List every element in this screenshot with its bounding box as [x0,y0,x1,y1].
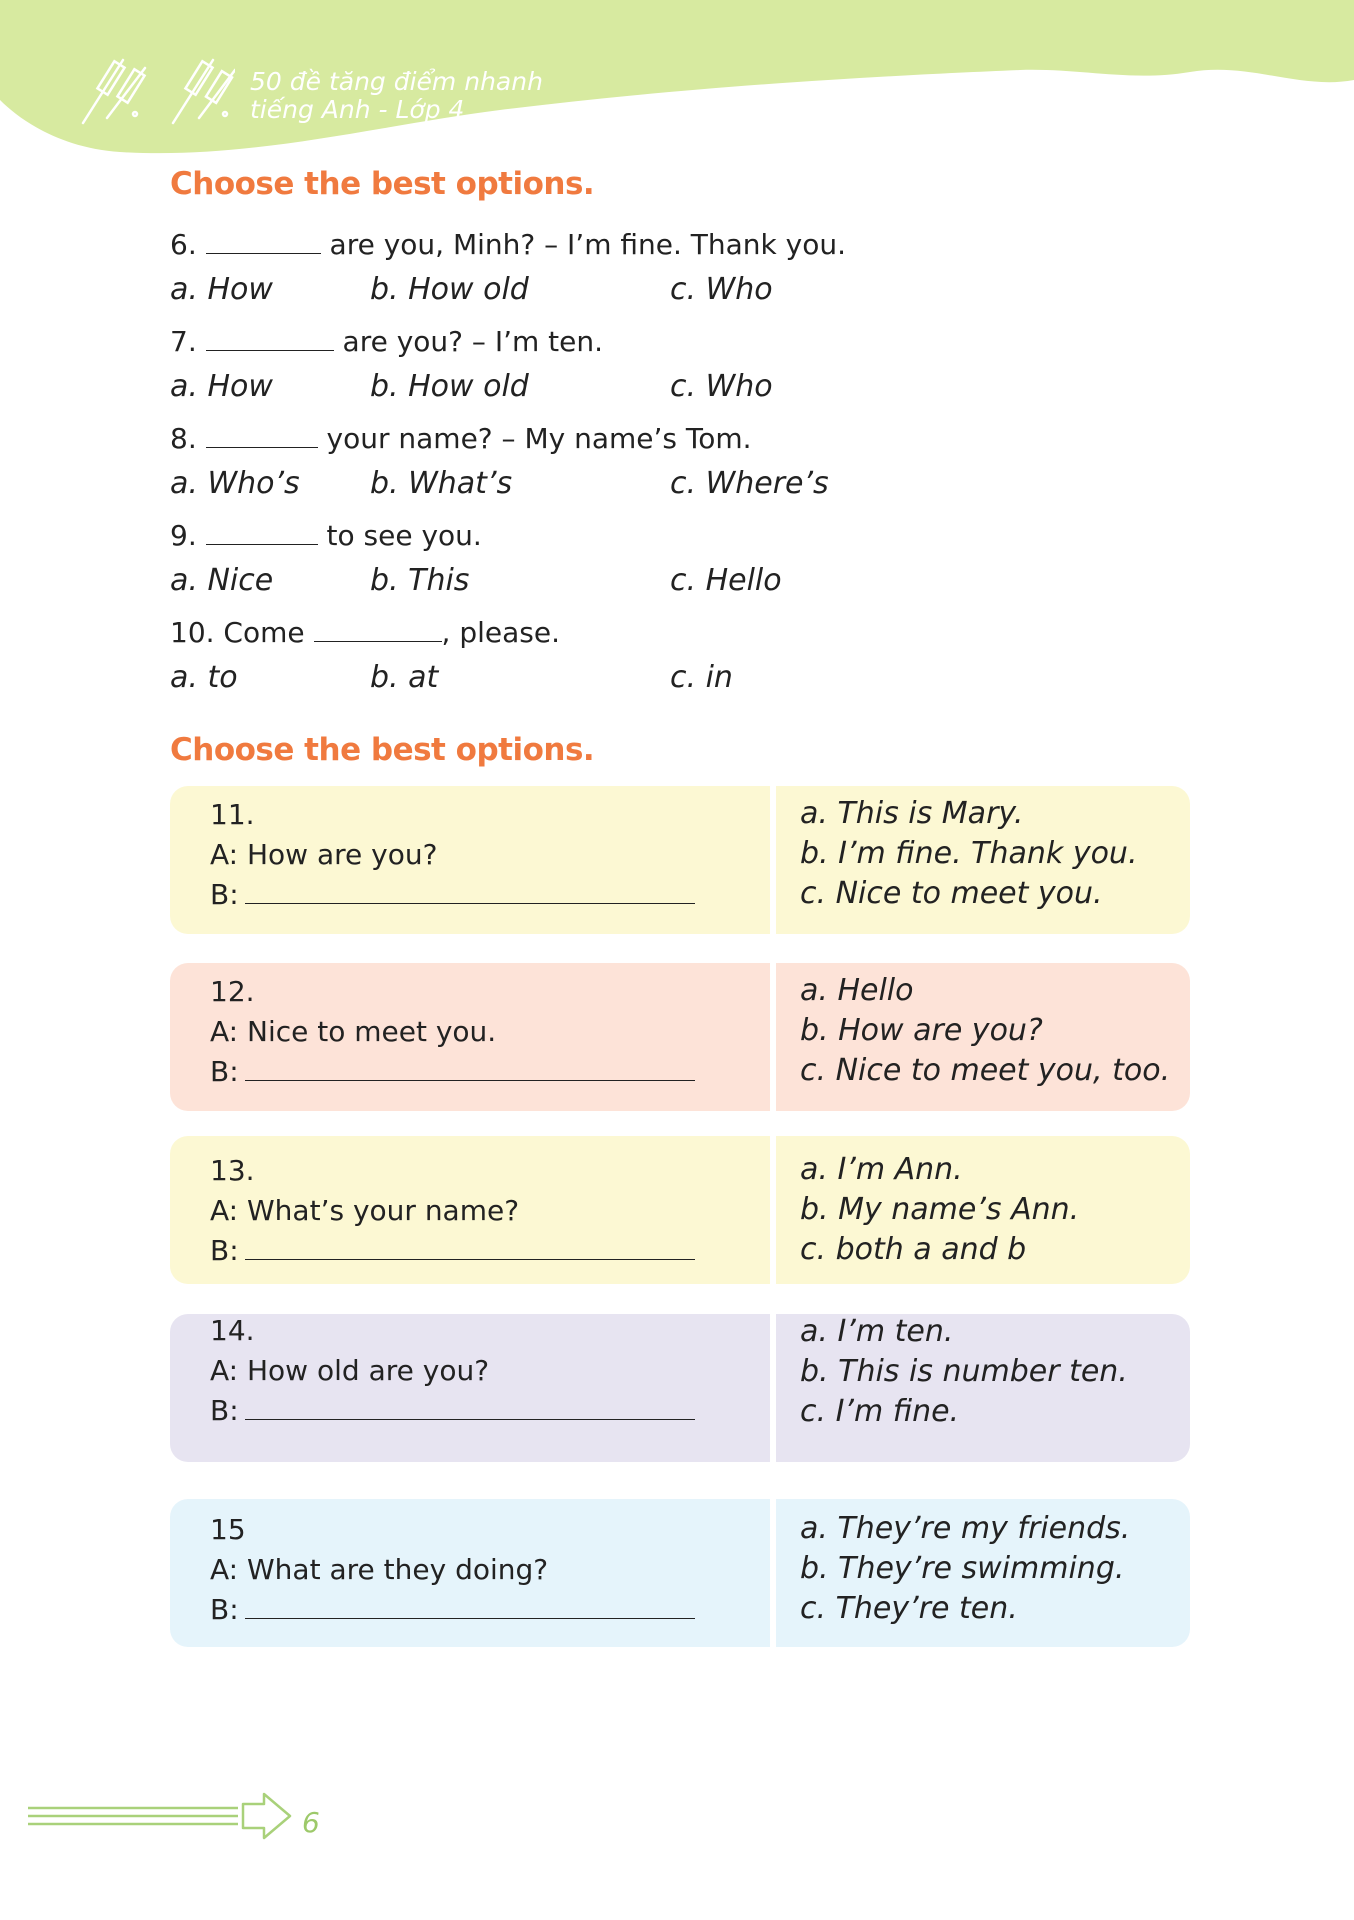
option-a[interactable]: a. How [170,272,273,307]
dialogue-number: 13. [210,1154,255,1187]
question-stem: 8. your name? – My name’s Tom. [170,422,752,455]
option-c[interactable]: c. both a and b [800,1232,1027,1267]
book-title-line2: tiếng Anh - Lớp 4 [250,95,465,124]
option-c[interactable]: c. I’m fine. [800,1394,960,1429]
question-stem: 10. Come , please. [170,616,560,649]
speaker-b-line: B: [210,1055,695,1088]
answer-blank[interactable] [245,1237,695,1260]
answer-blank[interactable] [245,1596,695,1619]
answer-blank[interactable] [206,520,318,545]
option-a[interactable]: a. This is Mary. [800,796,1024,831]
section-heading: Choose the best options. [170,166,595,202]
speaker-a-line: A: How old are you? [210,1354,490,1387]
dialogue-card [170,1314,1190,1462]
option-a[interactable]: a. Hello [800,973,914,1008]
answer-blank[interactable] [206,229,321,254]
speaker-b-line: B: [210,1394,695,1427]
speaker-a-line: A: Nice to meet you. [210,1015,497,1048]
dialogue-options [776,1314,1190,1462]
dialogue-card [170,1136,1190,1284]
option-a[interactable]: a. Who’s [170,466,300,501]
option-b[interactable]: b. at [370,660,439,695]
dialogue-number: 15 [210,1513,246,1546]
answer-blank[interactable] [206,423,318,448]
option-c[interactable]: c. Hello [670,563,782,598]
option-a[interactable]: a. Nice [170,563,274,598]
question-stem: 9. to see you. [170,519,482,552]
book-title-line1: 50 đề tăng điểm nhanh [250,67,543,96]
dialogue-options [776,1499,1190,1647]
option-c[interactable]: c. Nice to meet you. [800,876,1103,911]
option-b[interactable]: b. This [370,563,470,598]
option-c[interactable]: c. They’re ten. [800,1591,1018,1626]
option-b[interactable]: b. My name’s Ann. [800,1192,1080,1227]
option-b[interactable]: b. I’m fine. Thank you. [800,836,1138,871]
option-b[interactable]: b. What’s [370,466,513,501]
option-b[interactable]: b. This is number ten. [800,1354,1128,1389]
arrow-icon [28,1792,298,1852]
answer-blank[interactable] [245,1058,695,1081]
page-number: 6 [302,1806,320,1839]
dialogue-prompt [170,786,770,934]
dialogue-options [776,786,1190,934]
speaker-a-line: A: How are you? [210,838,438,871]
page-header [0,0,1354,170]
dialogue-prompt [170,963,770,1111]
dialogue-number: 12. [210,975,255,1008]
option-b[interactable]: b. How old [370,272,529,307]
option-a[interactable]: a. to [170,660,238,695]
dialogue-prompt [170,1136,770,1284]
option-c[interactable]: c. Who [670,369,773,404]
speaker-a-line: A: What’s your name? [210,1194,520,1227]
dialogue-card [170,786,1190,934]
option-a[interactable]: a. They’re my friends. [800,1511,1131,1546]
option-b[interactable]: b. How are you? [800,1013,1043,1048]
section-heading: Choose the best options. [170,732,595,768]
answer-blank[interactable] [206,326,334,351]
option-b[interactable]: b. They’re swimming. [800,1551,1125,1586]
option-b[interactable]: b. How old [370,369,529,404]
speaker-b-line: B: [210,1234,695,1267]
dialogue-options [776,963,1190,1111]
option-a[interactable]: a. I’m Ann. [800,1152,963,1187]
dialogue-prompt [170,1314,770,1462]
question-stem: 7. are you? – I’m ten. [170,325,604,358]
dialogue-number: 14. [210,1314,255,1347]
speaker-a-line: A: What are they doing? [210,1553,549,1586]
answer-blank[interactable] [245,881,695,904]
speaker-b-line: B: [210,1593,695,1626]
rocket-icon [75,48,235,128]
dialogue-card [170,963,1190,1111]
dialogue-prompt [170,1499,770,1647]
dialogue-options [776,1136,1190,1284]
option-c[interactable]: c. Where’s [670,466,829,501]
option-c[interactable]: c. Who [670,272,773,307]
answer-blank[interactable] [245,1397,695,1420]
dialogue-number: 11. [210,798,255,831]
option-a[interactable]: a. I’m ten. [800,1314,954,1349]
question-stem: 6. are you, Minh? – I’m fine. Thank you. [170,228,847,261]
option-c[interactable]: c. Nice to meet you, too. [800,1053,1171,1088]
option-c[interactable]: c. in [670,660,733,695]
dialogue-card [170,1499,1190,1647]
speaker-b-line: B: [210,878,695,911]
answer-blank[interactable] [314,617,442,642]
option-a[interactable]: a. How [170,369,273,404]
